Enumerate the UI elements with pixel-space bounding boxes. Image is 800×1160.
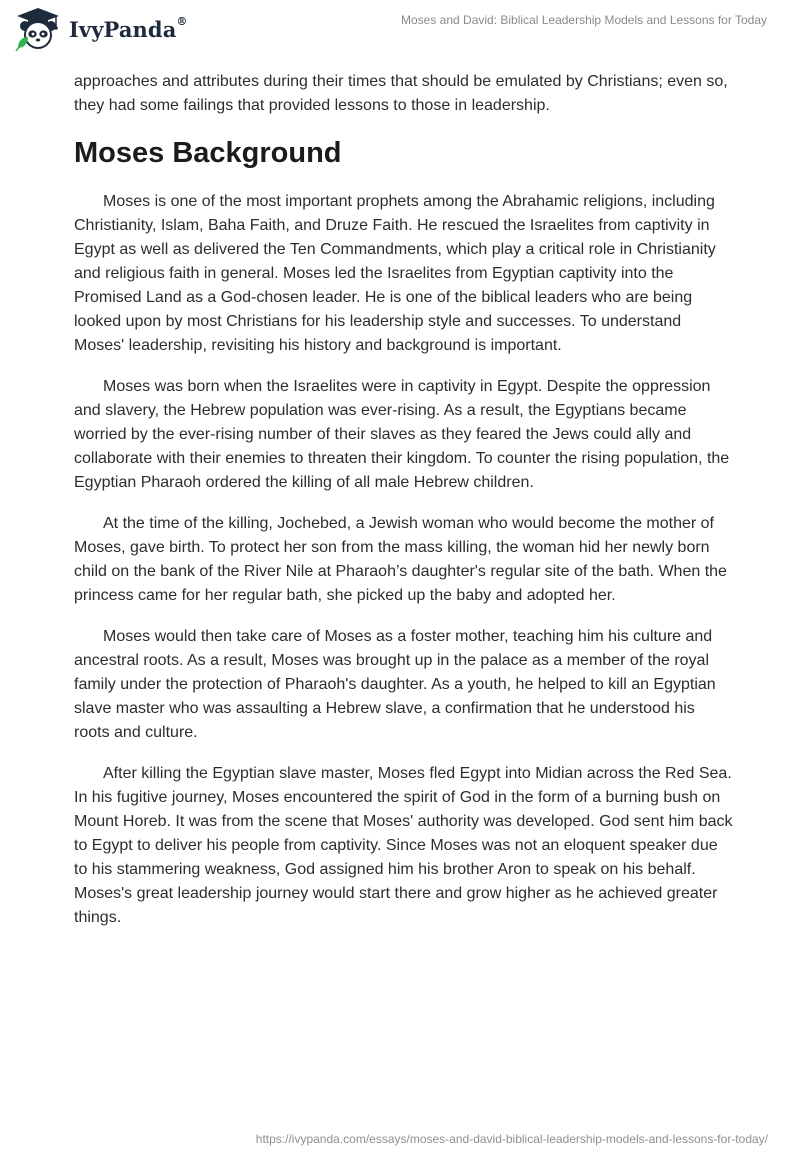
paragraph: After killing the Egyptian slave master, Moses fled Egypt into Midian across the Red Sea. In his fugitive journey, Moses encountered the spirit of God in the form of a burning bush on Mount Horeb. It was from the scene that Moses' authority was developed. God sent him back to Egypt to deliver his people from captivity. Since Moses was not an eloquent speaker due to his stammering weakness, God assigned him his brother Aron to speak on his behalf. Moses's great leadership journey would start there and grow higher as he achieved greater things. <box>74 765 733 926</box>
paragraph: At the time of the killing, Jochebed, a Jewish woman who would become the mother of Moses, gave birth. To protect her son from the mass killing, the woman hid her newly born child on the bank of the River Nile at Pharaoh’s daughter's regular site of the bath. When the princess came for her regular bath, she picked up the baby and adopted her. <box>74 515 727 604</box>
essay-body <box>74 70 734 947</box>
paragraph: Moses would then take care of Moses as a foster mother, teaching him his culture and ancestral roots. As a result, Moses was brought up in the palace as a member of the royal family under the protection of Pharaoh's daughter. As a youth, he helped to kill an Egyptian slave master who was assaulting a Hebrew slave, a confirmation that he understood his roots and culture. <box>74 628 716 741</box>
intro-paragraph: approaches and attributes during their times that should be emulated by Christians; even so, they had some failings that provided lessons to those in leadership. <box>74 73 728 114</box>
brand-name <box>69 14 188 42</box>
page-header <box>0 0 800 62</box>
paragraph: Moses was born when the Israelites were in captivity in Egypt. Despite the oppression and slavery, the Hebrew population was ever-rising. As a result, the Egyptians became worried by the ever-rising number of their slaves as they feared the Jews could ally and collaborate with their enemies to threaten their kingdom. To counter the rising population, the Egyptian Pharaoh ordered the killing of all male Hebrew children. <box>74 378 730 491</box>
registered-mark: ® <box>176 14 188 28</box>
ivypanda-logo[interactable] <box>12 7 188 51</box>
document-title: Moses and David: Biblical Leadership Models and Lessons for Today <box>401 13 767 27</box>
panda-graduation-cap-icon <box>12 7 64 51</box>
paragraph: Moses is one of the most important prophets among the Abrahamic religions, including Christianity, Islam, Baha Faith, and Druze Faith. He rescued the Israelites from captivity in Egypt as well as delivered the Ten Commandments, which play a critical role in Christianity and religious faith in general. Moses led the Israelites from Egyptian captivity into the Promised Land as a God-chosen leader. He is one of the biblical leaders who are being looked upon by most Christians for his leadership style and successes. To understand Moses' leadership, revisiting his history and background is important. <box>74 193 716 354</box>
footer-url-link[interactable]: https://ivypanda.com/essays/moses-and-david-biblical-leadership-models-and-lessons-for-today/ <box>255 1132 768 1146</box>
brand-name-text: IvyPanda <box>69 16 177 42</box>
section-heading: Moses Background <box>74 137 342 169</box>
